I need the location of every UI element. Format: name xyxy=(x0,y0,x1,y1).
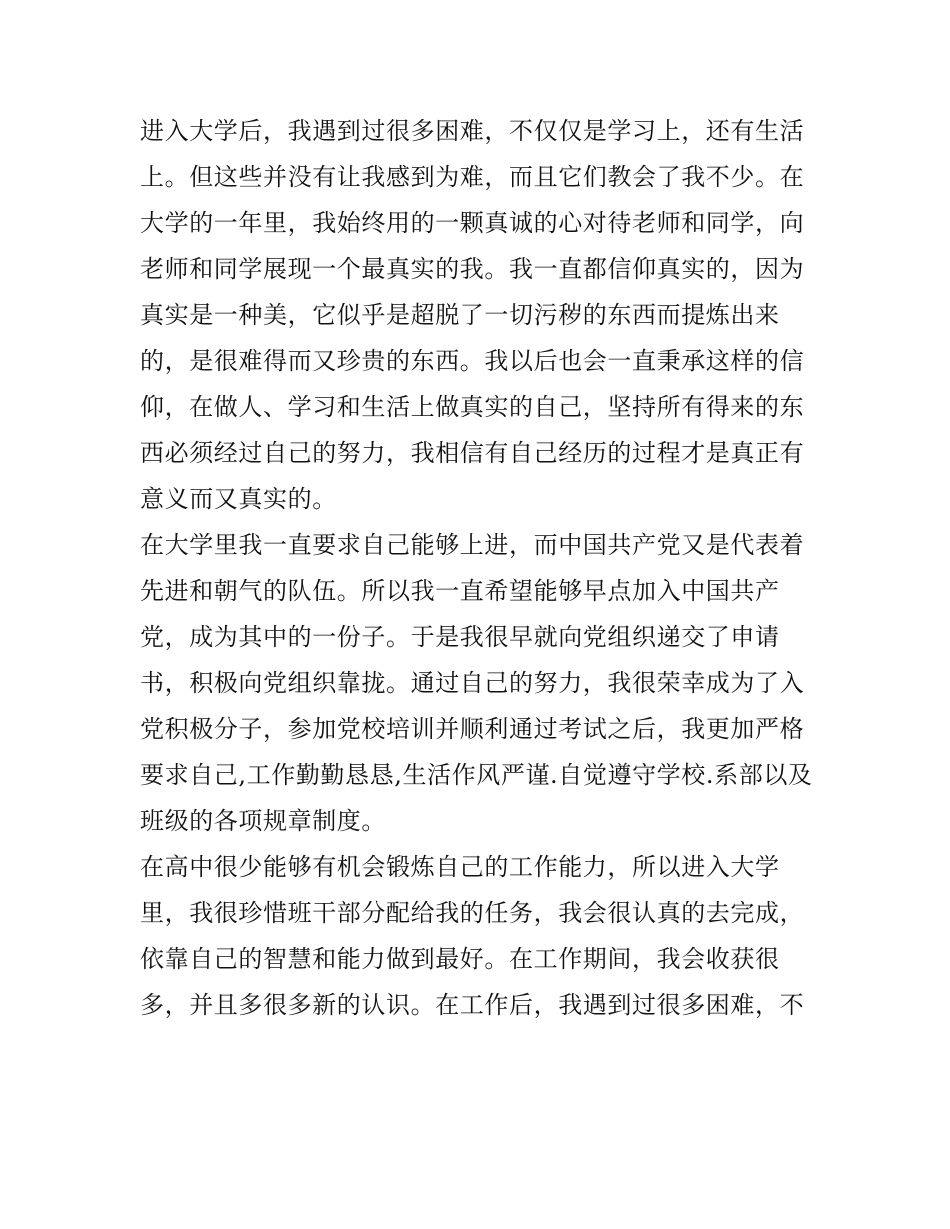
text-line: 党积极分子，参加党校培训并顺利通过考试之后，我更加严格 xyxy=(140,715,805,743)
text-line: 书，积极向党组织靠拢。通过自己的努力，我很荣幸成为了入 xyxy=(140,669,805,697)
text-line: 党，成为其中的一份子。于是我很早就向党组织递交了申请 xyxy=(140,623,780,651)
text-line: 里，我很珍惜班干部分配给我的任务，我会很认真的去完成， xyxy=(140,899,805,927)
text-line: 依靠自己的智慧和能力做到最好。在工作期间，我会收获很 xyxy=(140,945,780,973)
text-line: 上。但这些并没有让我感到为难，而且它们教会了我不少。在 xyxy=(140,163,805,191)
text-line: 仰，在做人、学习和生活上做真实的自己，坚持所有得来的东 xyxy=(140,393,805,421)
text-line: 在高中很少能够有机会锻炼自己的工作能力，所以进入大学 xyxy=(140,853,780,881)
text-line: 在大学里我一直要求自己能够上进，而中国共产党又是代表着 xyxy=(140,531,805,559)
text-line: 要求自己,工作勤勤恳恳,生活作风严谨.自觉遵守学校.系部以及 xyxy=(140,761,813,789)
text-line: 老师和同学展现一个最真实的我。我一直都信仰真实的，因为 xyxy=(140,255,805,283)
text-line: 班级的各项规章制度。 xyxy=(140,807,386,835)
text-line: 先进和朝气的队伍。所以我一直希望能够早点加入中国共产 xyxy=(140,577,780,605)
text-line: 西必须经过自己的努力，我相信有自己经历的过程才是真正有 xyxy=(140,439,805,467)
text-line: 真实是一种美，它似乎是超脱了一切污秽的东西而提炼出来 xyxy=(140,301,780,329)
text-line: 进入大学后，我遇到过很多困难，不仅仅是学习上，还有生活 xyxy=(140,117,805,145)
text-line: 大学的一年里，我始终用的一颗真诚的心对待老师和同学，向 xyxy=(140,209,805,237)
document-body xyxy=(140,108,812,1028)
text-line: 多，并且多很多新的认识。在工作后，我遇到过很多困难，不 xyxy=(140,991,805,1019)
text-line: 的，是很难得而又珍贵的东西。我以后也会一直秉承这样的信 xyxy=(140,347,805,375)
text-line: 意义而又真实的。 xyxy=(140,485,337,513)
